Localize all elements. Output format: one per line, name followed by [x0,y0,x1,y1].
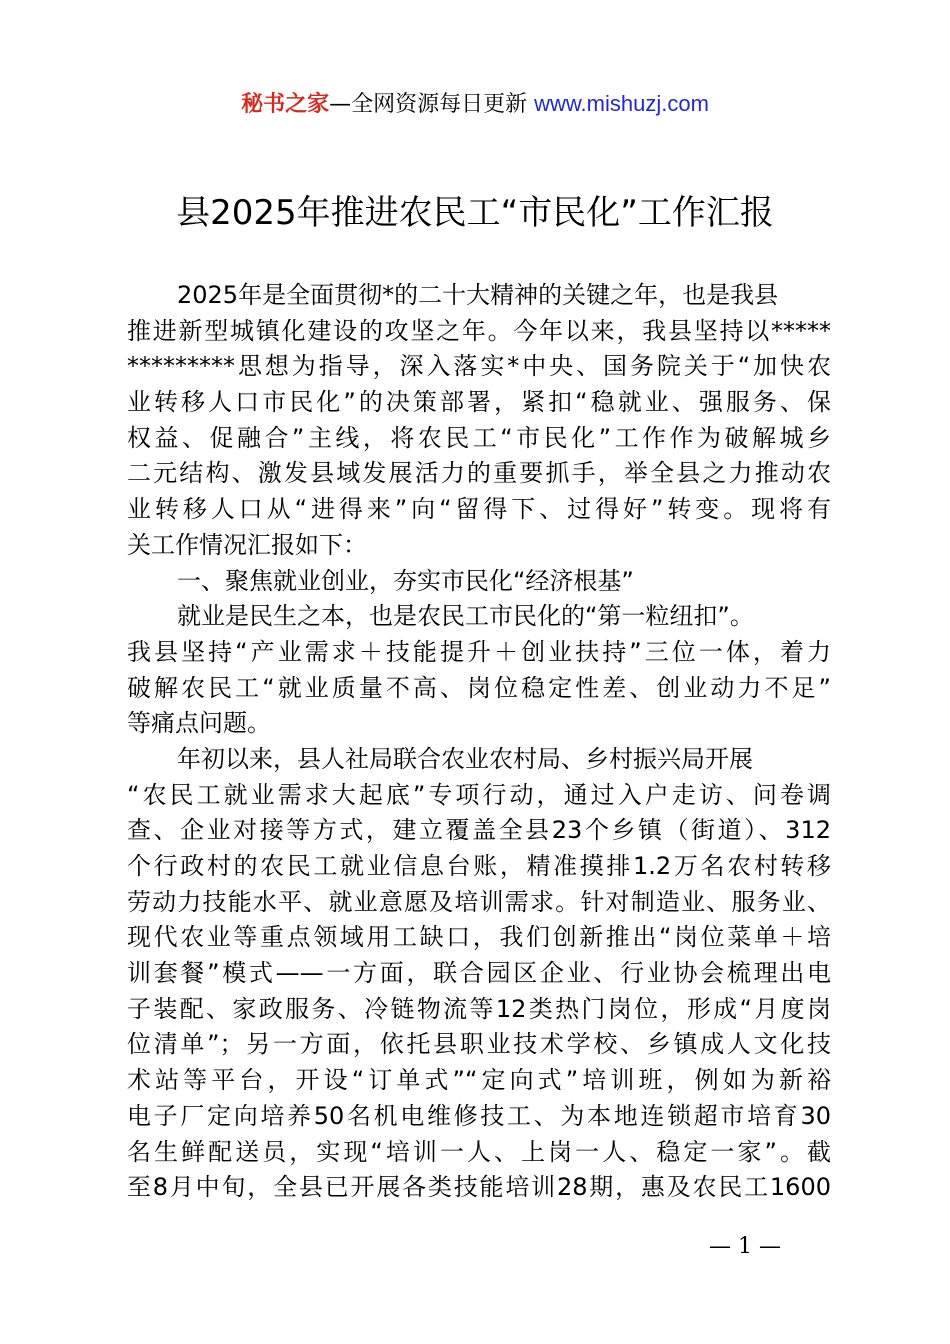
page-number: — 1 — [709,1234,781,1259]
body-line: 名生鲜配送员，实现“培训一人、上岗一人、稳定一家”。截 [127,1137,831,1166]
body-line: 我县坚持“产业需求＋技能提升＋创业扶持”三位一体，着力 [127,637,831,666]
body-line: 就业是民生之本，也是农民工市民化的“第一粒纽扣”。 [177,602,754,631]
body-line: 个行政村的农民工就业信息台账，精准摸排1.2万名农村转移 [127,852,831,880]
body-line: 术站等平台，开设“订单式”“定向式”培训班，例如为新裕 [127,1066,831,1095]
body-line: 训套餐”模式——一方面，联合园区企业、行业协会梳理出电 [127,959,831,988]
body-line: 电子厂定向培养50名机电维修技工、为本地连锁超市培育30 [127,1101,831,1130]
document-title: 县2025年推进农民工“市民化”工作汇报 [176,193,774,233]
body-line: 破解农民工“就业质量不高、岗位稳定性差、创业动力不足” [127,673,831,702]
document-body [127,278,831,1206]
body-line: 子装配、家政服务、冷链物流等12类热门岗位，形成“月度岗 [127,994,831,1023]
body-line: 劳动力技能水平、就业意愿及培训需求。针对制造业、服务业、 [127,887,831,916]
body-line: 2025年是全面贯彻*的二十大精神的关键之年，也是我县 [177,281,779,309]
body-line: 推进新型城镇化建设的攻坚之年。今年以来，我县坚持以***** [127,316,831,345]
body-line: 查、企业对接等方式，建立覆盖全县23个乡镇（街道）、312 [127,816,831,845]
body-line: 等痛点问题。 [127,709,271,738]
site-brand: 秘书之家 [241,92,330,117]
site-tagline: —全网资源每日更新 [329,92,535,117]
body-line: 权益、促融合”主线，将农民工“市民化”工作作为破解城乡 [127,423,831,452]
body-line: *********思想为指导，深入落实*中央、国务院关于“加快农 [127,352,831,381]
section-heading: 一、聚焦就业创业，夯实市民化“经济根基” [177,566,634,595]
body-line: 现代农业等重点领域用工缺口，我们创新推出“岗位菜单＋培 [127,923,831,952]
body-line: 位清单”；另一方面，依托县职业技术学校、乡镇成人文化技 [127,1030,831,1059]
body-line: 关工作情况汇报如下： [127,530,367,559]
body-line: 年初以来，县人社局联合农业农村局、乡村振兴局开展 [177,744,753,773]
site-header [0,86,950,123]
body-line: “农民工就业需求大起底”专项行动，通过入户走访、问卷调 [127,780,831,809]
body-line: 业转移人口从“进得来”向“留得下、过得好”转变。现将有 [127,495,831,524]
body-line: 业转移人口市民化”的决策部署，紧扣“稳就业、强服务、保 [127,388,831,417]
site-url-link[interactable]: www.mishuzj.com [534,91,709,116]
body-line: 二元结构、激发县域发展活力的重要抓手，举全县之力推动农 [127,459,831,488]
body-line: 至8月中旬，全县已开展各类技能培训28期，惠及农民工1600 [127,1173,831,1202]
